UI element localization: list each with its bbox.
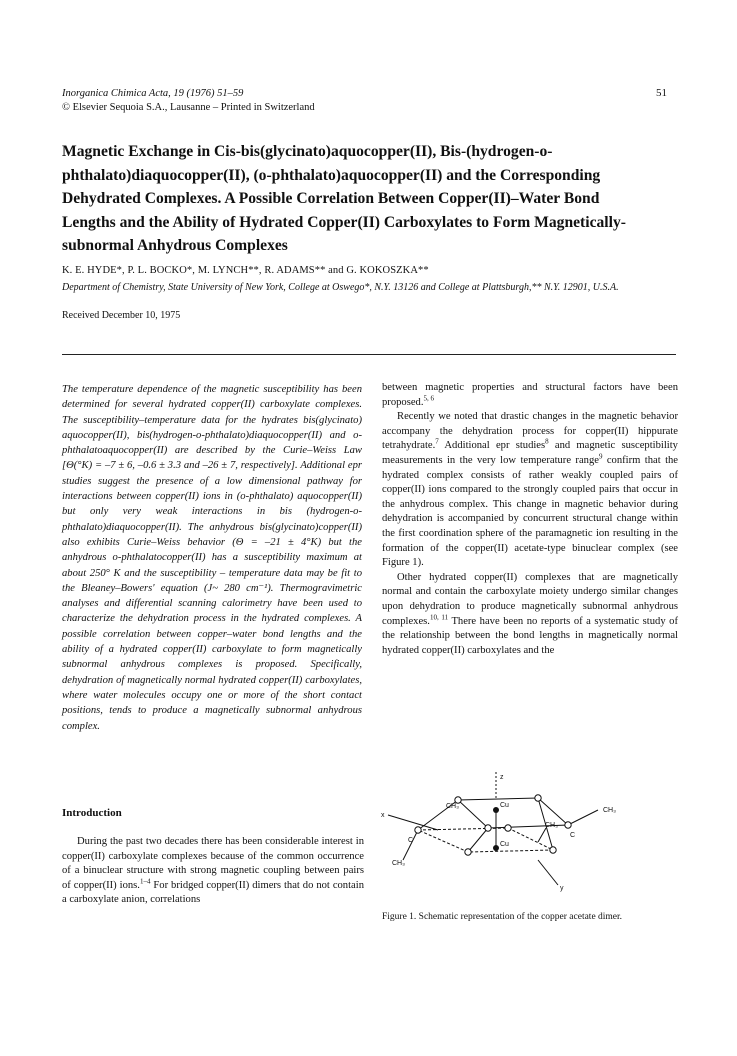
citation: 7 [435,437,439,446]
ch3-label: CH₃ [392,860,405,867]
received-date: Received December 10, 1975 [62,310,181,321]
right-paragraph-1 [382,410,678,571]
authors: K. E. HYDE*, P. L. BOCKO*, M. LYNCH**, R. ADAMS** and G. KOKOSZKA** [62,265,429,276]
intro-text-a: During the past two decades there has been considerable interest in copper(II) carboxylate complexes because of the common occurrence of a binuclear structure with strong magnetic coupling between pairs of copper(II) ions. [62,836,364,891]
atom [485,825,491,831]
atom [535,795,541,801]
page-number: 51 [656,87,667,99]
ch3-label: CH₃ [545,822,558,829]
rc-text: Other hydrated copper(II) complexes that are magnetically normal and contain the carboxylate moiety undergo similar changes upon dehydration to produce magnetically subnormal anhydrous complexes. [382,571,678,627]
figure-caption: Figure 1. Schematic representation of the copper acetate dimer. [382,912,623,922]
rc-text: between magnetic properties and structural factors have been proposed. [382,382,678,408]
introduction-heading: Introduction [62,807,122,819]
ch3-label: CH₃ [446,803,459,810]
c-label: C [408,837,414,844]
rc-text: There have been no reports of a systematic study of the relationship between the bond lengths in magnetically normal hydrated copper(II) carboxylates and the [382,615,678,656]
introduction-paragraph [62,835,364,908]
journal-header [62,87,315,115]
citation: 1–4 [139,877,151,886]
cu-label-bottom: Cu [500,841,509,848]
right-column-text [382,381,678,658]
journal-line: Inorganica Chimica Acta, 19 (1976) 51–59 [62,88,244,99]
affiliation: Department of Chemistry, State University of New York, College at Oswego*, N.Y. 13126 and College at Plattsburgh,** N.Y. 12901, U.S.A. [62,282,619,293]
rc-text: and magnetic susceptibility measurements in the very low temperature range [382,440,678,466]
y-label: y [560,885,564,892]
citation: 10, 11 [429,612,449,621]
bond [568,810,598,825]
abstract-text: The temperature dependence of the magnetic susceptibility has been determined for several hydrated copper(II) carboxylate complexes. The susceptibility–temperature data for the hydrates bis(glycinato) aquocopper(II), bis(hydrogen-o-phthalato)diaquocopper(II) and o-phthalatoaquocopper(II) are described by the Curie–Weiss Law [Θ(°K) = –7 ± 6, –0.6 ± 3.3 and –26 ± 7, respectively]. Additional epr studies suggest the presence of a low dimensional pathway for interactions between copper(II) ions in (o-phthalato) aquocopper(II) but only very weak interactions in bis (hydrogen-o-phthalato)diaquocopper(II). The anhydrous bis(glycinato)copper(II) also exhibits Curie–Weiss behavior (Θ = –21 ± 4°K) but the anhydrous o-phthalatocopper(II) has a susceptibility maximum at about 250° K and the susceptibility – temperature data may be fit to the Bleaney–Bowers' equation (J~ 280 cm⁻¹). Thermogravimetric analyses and differential scanning calorimetry have been used to characterize the dehydration process in the hydrated complexes. A possible correlation between copper–water bond lengths and the ability of a hydrated copper(II) carboxylate to form magnetically subnormal anhydrous complexes is proposed. Specifically, dehydration of magnetically normal hydrated copper(II) carboxylates, where water molecules occupy one or more of the short contact positions, tends to produce a magnetically subnormal anhydrous complex. [62,384,362,732]
rc-text: confirm that the hydrated complex consists of rather weakly coupled pairs of copper(II) ions compared to the strongly coupled pairs that occur in the anhydrous complex. This change in magnetic behavior during dehydration is accompanied by concurrent structural change within the first coordination sphere of the paramagnetic ion resulting in the formation of the copper(II) acetate-type binuclear complex (see Figure 1). [382,454,679,569]
right-paragraph-2 [382,571,678,659]
bond [403,830,418,860]
cu-atom-top [493,807,499,813]
atom [415,827,421,833]
header-divider [62,354,676,355]
bond [538,828,546,842]
abstract [62,382,362,734]
x-axis [388,815,438,830]
paper-title: Magnetic Exchange in Cis-bis(glycinato)aquocopper(II), Bis-(hydrogen-o-phthalato)diaquocopper(II), (o-phthalato)aquocopper(II) and the Corresponding Dehydrated Complexes. A Possible Correlation Between Copper(II)–Water Bond Lengths and the Ability of Hydrated Copper(II) Carboxylates to Form Magnetically-subnormal Anhydrous Complexes [62,143,626,254]
citation: 9 [598,452,603,461]
c-label: C [570,832,576,839]
citation: 5, 6 [423,394,434,403]
cu-label-top: Cu [500,802,509,809]
z-label: z [500,774,504,781]
cu-atom-bottom [493,845,499,851]
atom [565,822,571,828]
intro-text-b: For bridged copper(II) dimers that do not contain a carboxylate anion, correlations [62,879,364,906]
atom [505,825,511,831]
right-paragraph-0 [382,381,678,410]
bond [468,828,488,852]
atom [465,849,471,855]
x-label: x [381,812,385,819]
copper-acetate-dimer-figure [378,770,683,910]
citation: 8 [545,437,549,446]
y-axis [538,860,558,885]
introduction-body [62,835,364,908]
rc-text: Recently we noted that drastic changes in the magnetic behavior accompany the dehydration process for copper(II) hippurate tetrahydrate. [382,411,678,452]
publisher-line: © Elsevier Sequoia S.A., Lausanne – Printed in Switzerland [62,102,315,113]
ch3-label: CH₃ [603,807,616,814]
rc-text: Additional epr studies [438,440,546,452]
atom [550,847,556,853]
